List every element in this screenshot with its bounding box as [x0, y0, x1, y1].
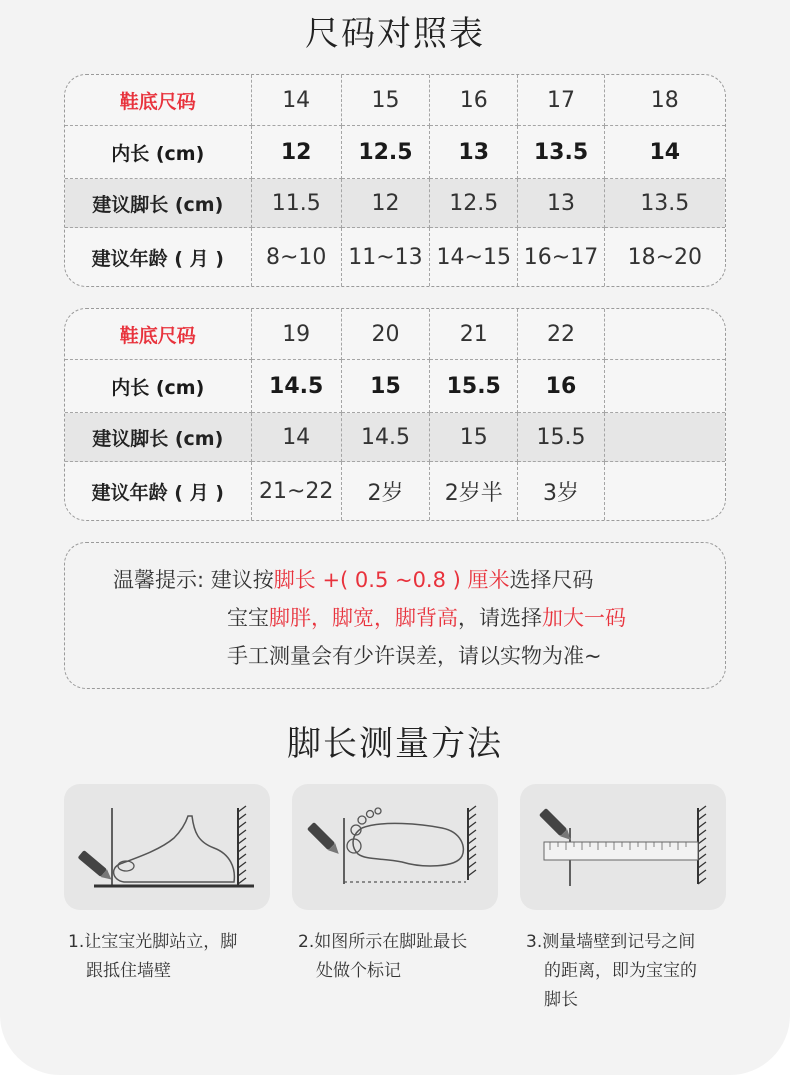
step-2-card — [292, 784, 498, 910]
step-3-caption — [526, 928, 697, 1015]
page-title: 尺码对照表 — [305, 14, 485, 54]
pencil-icon — [78, 850, 115, 883]
table-cell-empty — [605, 462, 725, 520]
caption-line: 的距离，即为宝宝的 — [544, 961, 697, 981]
table-cell: 14 — [605, 126, 725, 179]
table-cell: 13 — [430, 126, 518, 179]
measure-title: 脚长测量方法 — [287, 724, 503, 764]
table-cell: 14 — [252, 75, 342, 126]
row-label-sole-size: 鞋底尺码 — [65, 75, 252, 126]
table-cell: 15 — [342, 75, 430, 126]
caption-line: 3.测量墙壁到记号之间 — [526, 932, 696, 952]
table-row — [65, 462, 725, 520]
table-cell: 12 — [342, 179, 430, 228]
tip-text: 建议按 — [210, 568, 274, 592]
table-cell: 14.5 — [342, 413, 430, 462]
table-cell: 8~10 — [252, 228, 342, 286]
table-cell: 2岁 — [342, 462, 430, 520]
caption-line: 1.让宝宝光脚站立，脚 — [68, 932, 238, 952]
caption-line: 2.如图所示在脚趾最长 — [298, 932, 468, 952]
table-cell: 13.5 — [605, 179, 725, 228]
table-cell: 15.5 — [430, 360, 518, 413]
tip-line-1 — [113, 564, 594, 594]
row-label-foot-length: 建议脚长 (cm) — [65, 179, 252, 228]
table-cell: 22 — [518, 309, 604, 360]
table-cell: 16~17 — [518, 228, 604, 286]
table-cell: 14.5 — [252, 360, 342, 413]
table-cell: 15 — [342, 360, 430, 413]
size-table-1 — [64, 74, 726, 287]
row-label-age: 建议年龄 ( 月 ) — [65, 228, 252, 286]
table-row — [65, 75, 725, 126]
table-cell: 18 — [605, 75, 725, 126]
table-cell: 12.5 — [342, 126, 430, 179]
table-cell: 16 — [430, 75, 518, 126]
caption-line: 处做个标记 — [316, 961, 401, 981]
tip-highlight: 加大一码 — [542, 606, 626, 630]
size-table-2 — [64, 308, 726, 521]
table-cell: 11~13 — [342, 228, 430, 286]
table-cell: 12.5 — [430, 179, 518, 228]
table-row — [65, 179, 725, 228]
tips-box — [64, 542, 726, 689]
table-cell: 3岁 — [518, 462, 604, 520]
tip-text: 选择尺码 — [509, 568, 594, 592]
table-cell-empty — [605, 309, 725, 360]
tip-label: 温馨提示: — [113, 568, 211, 592]
caption-line: 脚长 — [544, 990, 578, 1010]
table-cell: 11.5 — [252, 179, 342, 228]
pencil-icon — [539, 808, 574, 843]
table-cell: 12 — [252, 126, 342, 179]
tip-highlight: 脚长 +( 0.5 ~0.8 ) 厘米 — [273, 568, 510, 592]
table-cell: 15.5 — [518, 413, 604, 462]
table-row — [65, 413, 725, 462]
table-row — [65, 228, 725, 286]
table-cell-empty — [605, 360, 725, 413]
tip-line-2 — [227, 602, 626, 632]
row-label-inner-length: 内长 (cm) — [65, 126, 252, 179]
row-label-sole-size: 鞋底尺码 — [65, 309, 252, 360]
table-row — [65, 360, 725, 413]
table-cell-empty — [605, 413, 725, 462]
step-1-caption — [68, 928, 237, 986]
tip-text: 宝宝 — [227, 606, 269, 630]
row-label-foot-length: 建议脚长 (cm) — [65, 413, 252, 462]
table-cell: 16 — [518, 360, 604, 413]
table-cell: 14~15 — [430, 228, 518, 286]
table-cell: 19 — [252, 309, 342, 360]
table-cell: 21 — [430, 309, 518, 360]
table-cell: 14 — [252, 413, 342, 462]
table-cell: 17 — [518, 75, 604, 126]
table-row — [65, 309, 725, 360]
tip-line-3: 手工测量会有少许误差，请以实物为准~ — [227, 644, 602, 668]
ruler-measure-illustration — [520, 784, 726, 910]
table-row — [65, 126, 725, 179]
table-cell: 13 — [518, 179, 604, 228]
step-2-caption — [298, 928, 467, 986]
tip-text: ，请选择 — [458, 606, 542, 630]
step-3-card — [520, 784, 726, 910]
table-cell: 18~20 — [627, 244, 703, 270]
pencil-icon — [307, 822, 342, 857]
table-cell: 20 — [342, 309, 430, 360]
table-cell: 15 — [430, 413, 518, 462]
table-cell: 13.5 — [518, 126, 604, 179]
table-cell: 2岁半 — [430, 462, 518, 520]
tip-highlight: 脚胖，脚宽，脚背高 — [269, 606, 458, 630]
caption-line: 跟抵住墙壁 — [86, 961, 171, 981]
row-label-age: 建议年龄 ( 月 ) — [65, 462, 252, 520]
row-label-inner-length: 内长 (cm) — [65, 360, 252, 413]
foot-standing-side-illustration — [64, 784, 270, 910]
step-1-card — [64, 784, 270, 910]
foot-top-mark-illustration — [292, 784, 498, 910]
table-cell: 21~22 — [252, 462, 342, 520]
